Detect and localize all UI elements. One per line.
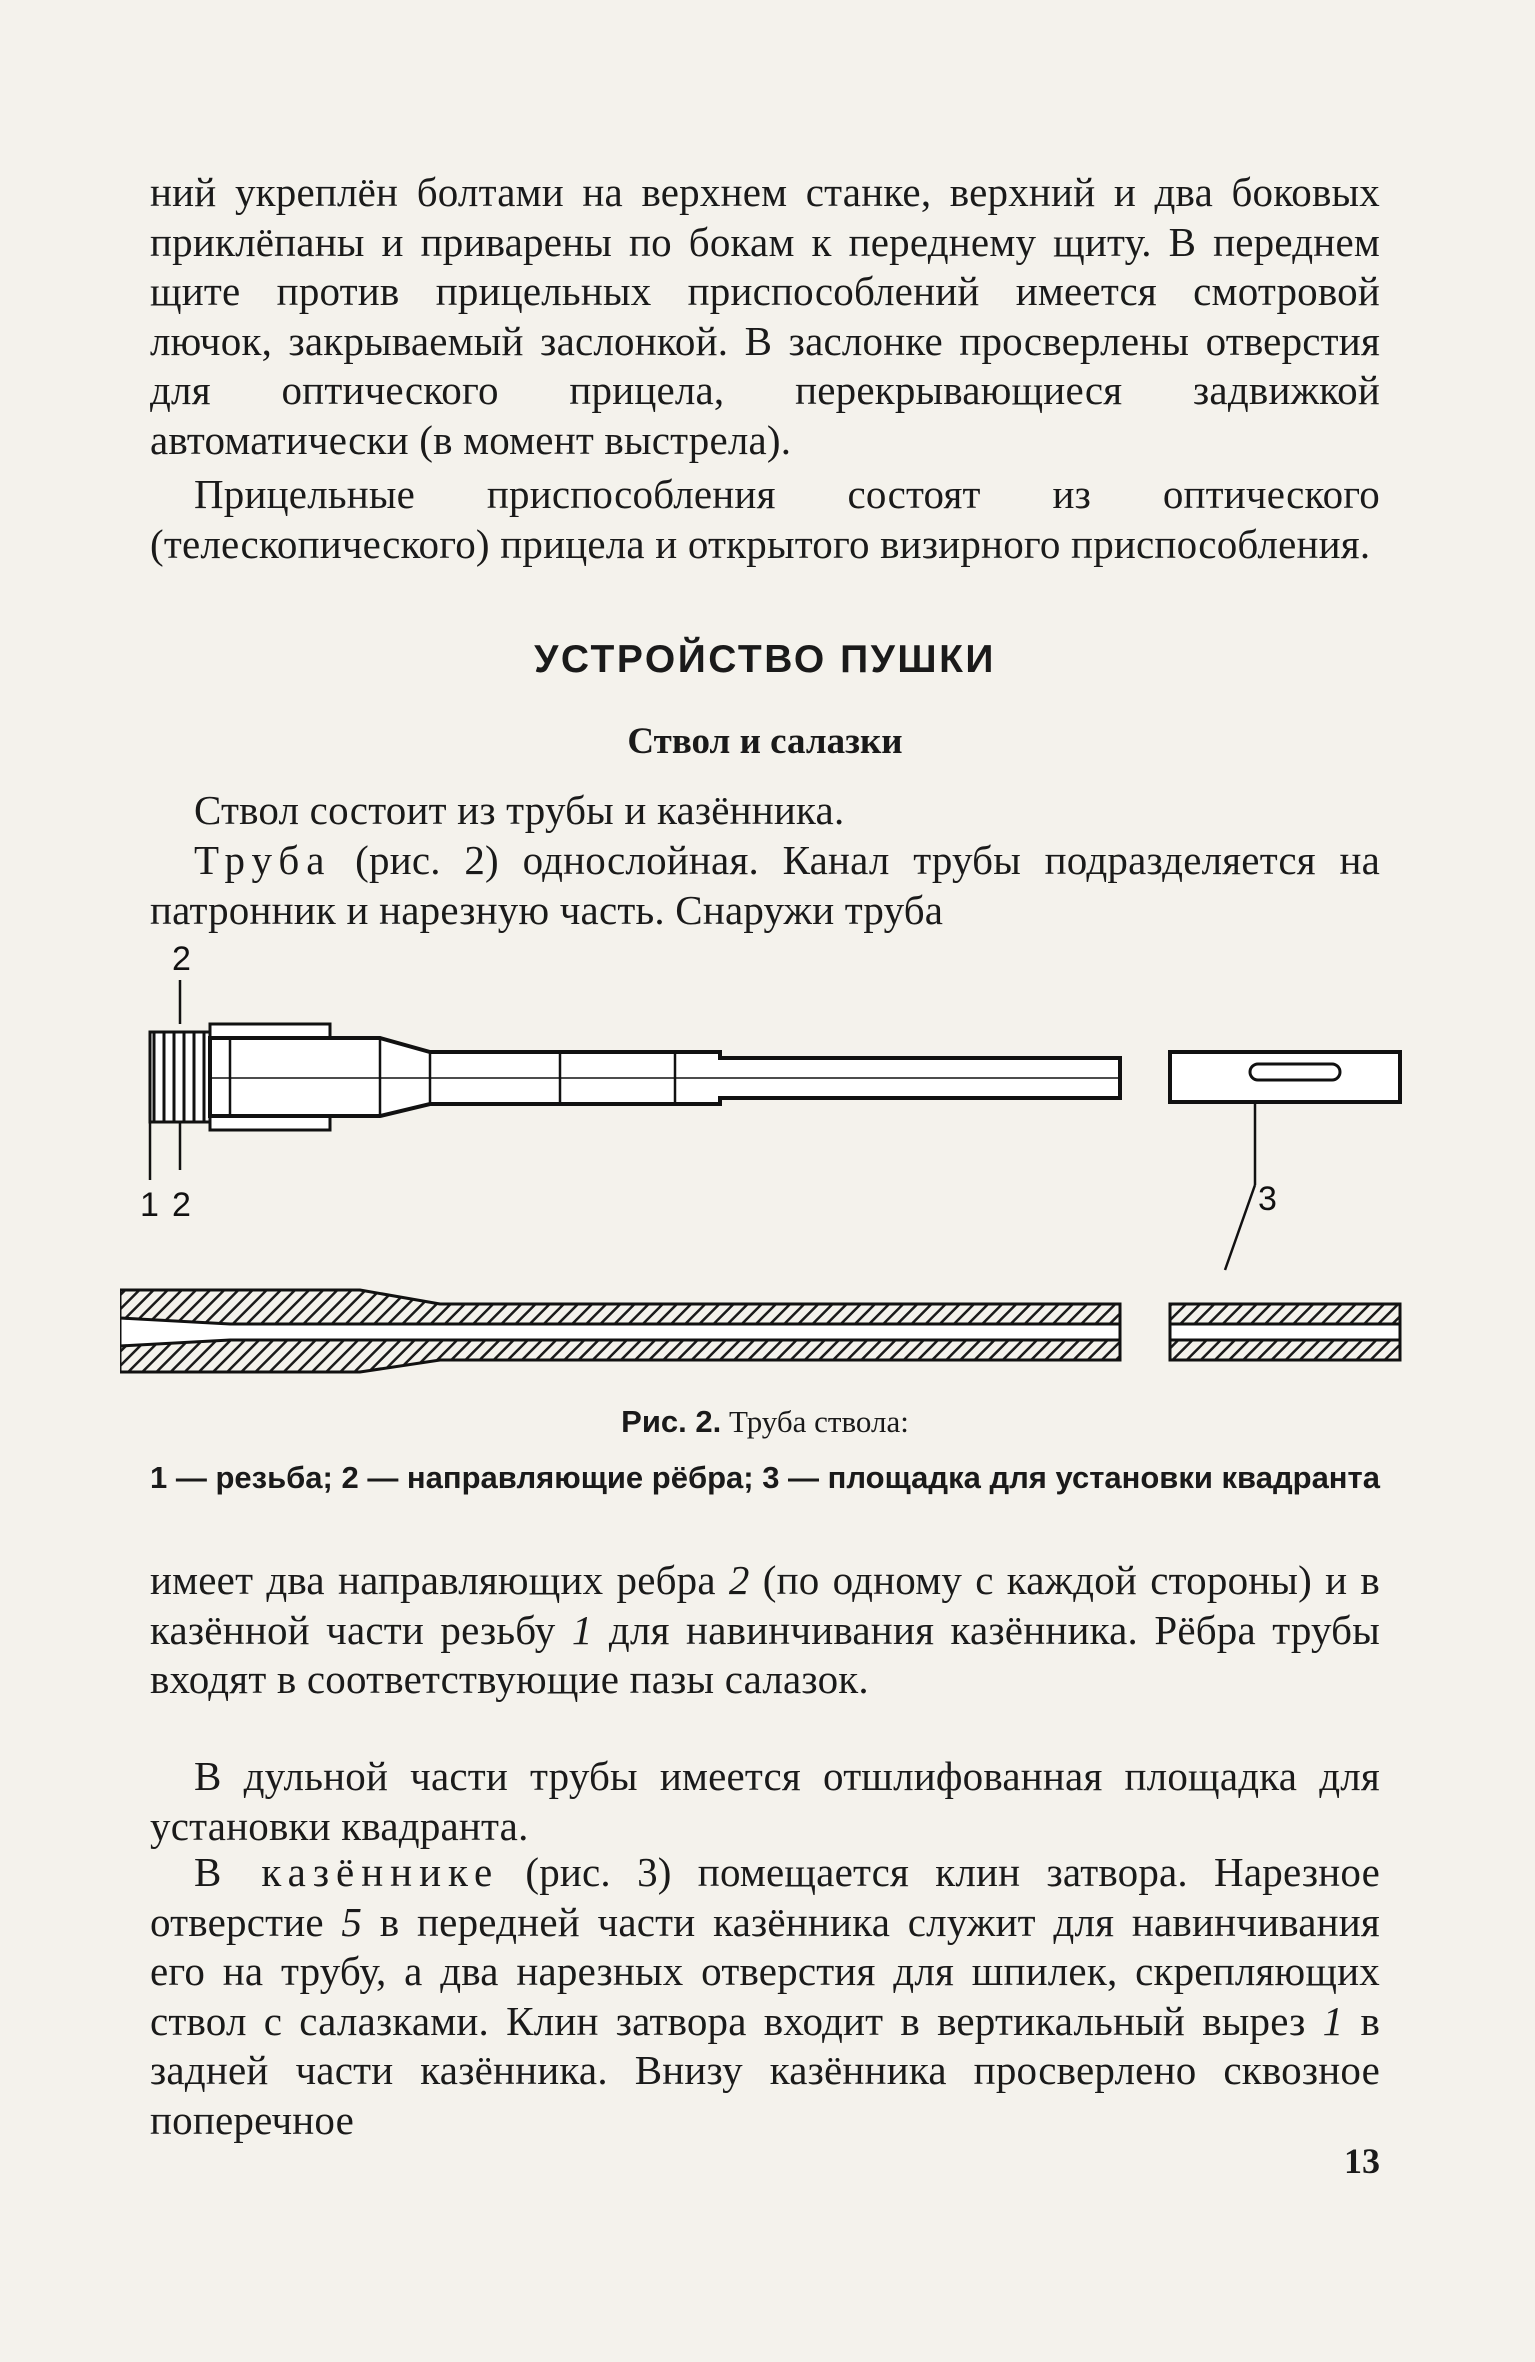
figure-legend: 1 — резьба; 2 — направляющие рёбра; 3 — площадка для установки квадранта bbox=[150, 1460, 1380, 1495]
label-rib-top: 2 bbox=[172, 940, 191, 978]
tube-profile bbox=[210, 1038, 1120, 1116]
section-heading: УСТРОЙСТВО ПУШКИ bbox=[534, 638, 996, 681]
label-quadrant-pad: 3 bbox=[1258, 1180, 1277, 1218]
term-breech: В казённике bbox=[194, 1849, 500, 1895]
paragraph-sights bbox=[150, 470, 1380, 569]
ref-number: 5 bbox=[341, 1898, 363, 1945]
paragraph-breech bbox=[150, 1848, 1380, 2145]
paragraph-continued bbox=[150, 168, 1380, 465]
paragraph-muzzle bbox=[150, 1752, 1380, 1851]
paragraph-text: (рис. 3) помещается клин затвора. Нарезное отверстие bbox=[150, 1849, 1380, 1945]
caption-number: Рис. 2. bbox=[621, 1404, 722, 1439]
figure-barrel-tube bbox=[120, 940, 1420, 1410]
paragraph-text: Ствол состоит из трубы и казённика. bbox=[194, 787, 845, 833]
label-thread: 1 bbox=[140, 1186, 159, 1224]
ref-number: 1 bbox=[571, 1606, 593, 1653]
tube-drawing bbox=[120, 940, 1420, 1410]
ref-number: 2 bbox=[728, 1557, 750, 1603]
paragraph-text: для навинчивания казённика. Рёбра трубы входят в соответствующие пазы салазок. bbox=[150, 1606, 1380, 1702]
paragraph-text: (рис. 2) однослойная. Канал трубы подразделяется на патронник и нарезную часть. Снаружи труба bbox=[150, 837, 1380, 933]
thread-section bbox=[150, 1032, 210, 1122]
term-tube: Труба bbox=[194, 837, 332, 883]
paragraph-ribs bbox=[150, 1556, 1380, 1705]
figure-caption bbox=[150, 1404, 1380, 1440]
page-number: 13 bbox=[1344, 2141, 1380, 2181]
paragraph-tube bbox=[150, 836, 1380, 935]
paragraph-text: ний укреплён болтами на верхнем станке, верхний и два боковых приклёпаны и приварены по бокам к переднему щиту. В переднем щите против прицельных приспособлений имеется смотровой лючок, закрываемый заслонкой. В заслонке просверлены отверстия для оптического прицела, перекрывающиеся задвижкой автоматически (в момент выстрела). bbox=[150, 169, 1380, 463]
paragraph-barrel bbox=[150, 786, 1380, 836]
label-rib-bottom: 2 bbox=[172, 1186, 191, 1224]
paragraph-text: (по одному с каждой стороны) и в казённой части резьбу bbox=[150, 1557, 1380, 1653]
subsection-heading: Ствол и салазки bbox=[627, 721, 903, 762]
quadrant-pad bbox=[1250, 1064, 1340, 1080]
paragraph-text: имеет два направляющих ребра bbox=[150, 1557, 729, 1603]
paragraph-text: В дульной части трубы имеется отшлифованная площадка для установки квадранта. bbox=[150, 1753, 1380, 1849]
caption-title: Труба ствола: bbox=[721, 1404, 909, 1439]
paragraph-text: в задней части казённика. Внизу казённика просверлено сквозное поперечное bbox=[150, 1997, 1381, 2143]
ref-number: 1 bbox=[1322, 1997, 1344, 2044]
paragraph-text: в передней части казённика служит для навинчивания его на трубу, а два нарезных отверстия для шпилек, скрепляющих ствол с салазками. Клин затвора входит в вертикальный вырез bbox=[150, 1898, 1380, 2044]
paragraph-text: Прицельные приспособления состоят из оптического (телескопического) прицела и открытого визирного приспособления. bbox=[150, 471, 1380, 567]
